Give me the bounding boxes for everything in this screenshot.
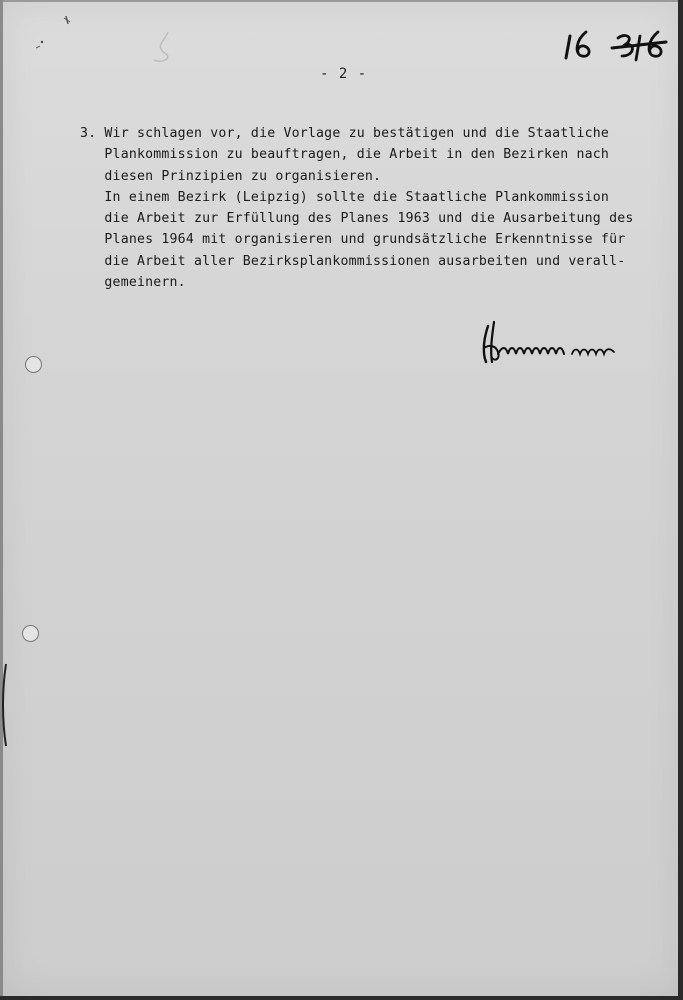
signature-icon [478,318,628,378]
paragraph-line: die Arbeit zur Erfüllung des Planes 1963 und die Ausarbeitung des [80,211,634,227]
punch-hole-icon [25,356,42,373]
paragraph-line: diesen Prinzipien zu organisieren. [80,168,382,184]
page-edge-left [0,0,3,1000]
folio-number-handwritten [560,24,670,70]
binding-mark [0,660,10,750]
page-edge-top [0,0,683,2]
page-edge-right [678,0,683,1000]
paragraph-line: In einem Bezirk (Leipzig) sollte die Staatliche Plankommission [80,189,610,205]
paragraph-line: gemeinern. [80,275,186,291]
punch-hole-icon [22,625,39,642]
paragraph-3 [80,123,670,293]
paragraph-line: Planes 1964 mit organisieren und grundsätzliche Erkenntnisse für [80,232,626,248]
paragraph-line: die Arbeit aller Bezirksplankommissionen ausarbeiten und verall- [80,253,626,269]
page-number: - 2 - [320,66,368,82]
page-edge-bottom [0,996,683,1000]
paragraph-line: Plankommission zu beauftragen, die Arbeit in den Bezirken nach [80,147,610,163]
paragraph-line: 3. Wir schlagen vor, die Vorlage zu bestätigen und die Staatliche [80,126,610,141]
pencil-marks [30,10,190,70]
